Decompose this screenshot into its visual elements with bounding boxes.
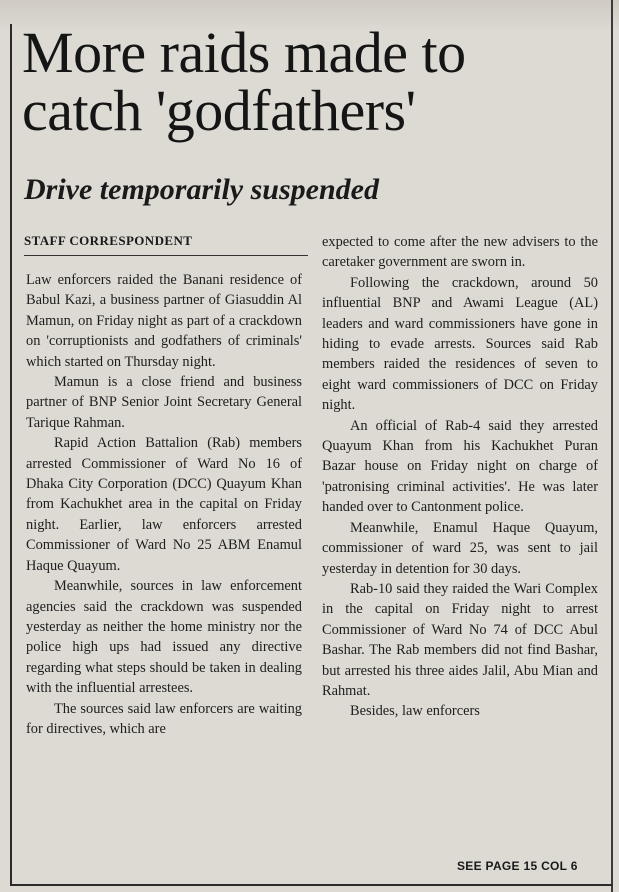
paragraph: Meanwhile, sources in law enforcement agencies said the crackdown was suspended yesterday as neither the home ministry nor the police high ups had issued any directive regarding what steps should be taken in dealing with the influential arrestees. [26,578,302,697]
paragraph: Rab-10 said they raided the Wari Complex in the capital on Friday night to arrest Commissioner of Ward No 74 of DCC Abul Bashar. The Rab members did not find Bashar, but arrested his three aides Jalil, Abu Mian and Rahmat. [322,580,598,699]
headline-line-1: More raids made to [22,20,466,85]
column-rule-right [611,0,613,892]
paragraph: Rapid Action Battalion (Rab) members arrested Commissioner of Ward No 16 of Dhaka City Corporation (DCC) Quayum Khan from Kachukhet area in the capital on Friday night. Earlier, law enforcers arrested Commissioner of Ward No 25 ABM Enamul Haque Quayum. [26,435,302,574]
paragraph: Meanwhile, Enamul Haque Quayum, commissioner of ward 25, was sent to jail yesterday in detention for 30 days. [322,519,598,577]
headline [22,20,607,143]
byline-underline [24,255,308,256]
byline: STAFF CORRESPONDENT [24,233,193,248]
subheadline: Drive temporarily suspended [24,173,379,206]
headline-line-2: catch 'godfathers' [22,78,416,143]
article-column-right [322,232,598,854]
paragraph: expected to come after the new advisers to the caretaker government are sworn in. [322,234,598,271]
continued-on-page-label: SEE PAGE 15 COL 6 [457,859,578,873]
paragraph: The sources said law enforcers are waiting for directives, which are [26,700,302,737]
article-column-left [26,270,302,876]
column-rule-left [10,24,12,884]
column-rule-bottom [10,884,613,886]
paragraph: Besides, law enforcers [350,703,480,720]
paragraph: Following the crackdown, around 50 influential BNP and Awami League (AL) leaders and ward commissioners have gone in hiding to evade arrests. Sources said Rab members raided the residences of seven to eight ward commissioners of DCC on Friday night. [322,274,598,414]
paragraph: Law enforcers raided the Banani residence of Babul Kazi, a business partner of Giasuddin Al Mamun, on Friday night as part of a crackdown on 'corruptionists and godfathers of criminals' which started on Thursday night. [26,272,302,370]
paragraph: An official of Rab-4 said they arrested Quayum Khan from his Kachukhet Puran Bazar house on Friday night on charge of 'patronising criminal activities'. He was later handed over to Cantonment police. [322,417,598,516]
paragraph: Mamun is a close friend and business partner of BNP Senior Joint Secretary General Tarique Rahman. [26,374,302,431]
